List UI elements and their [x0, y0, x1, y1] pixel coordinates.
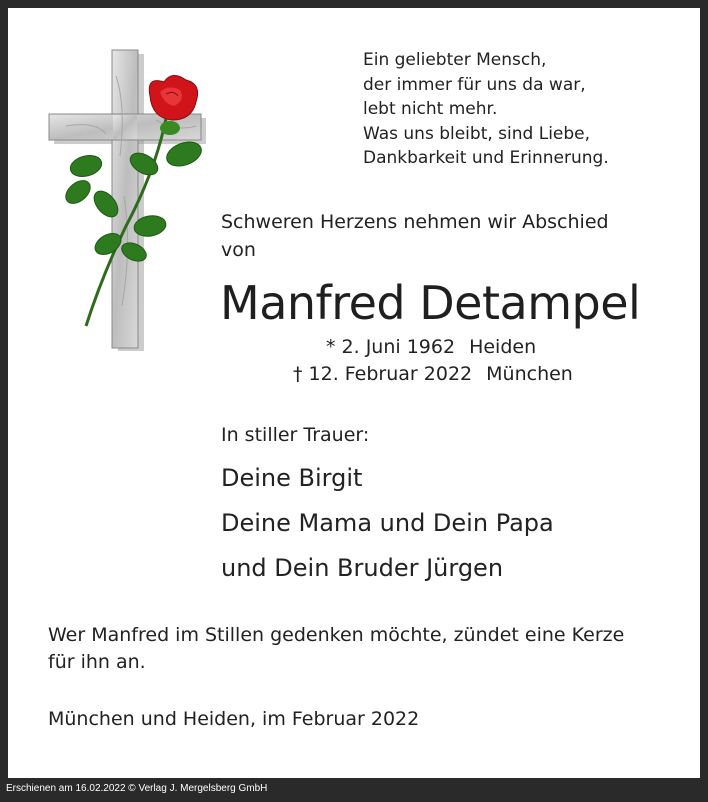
- death-date: † 12. Februar 2022: [293, 363, 473, 385]
- candle-note-line: Wer Manfred im Stillen gedenken möchte, zündet eine Kerze: [48, 624, 625, 646]
- poem-line: Dankbarkeit und Erinnerung.: [363, 148, 609, 168]
- birth-place: Heiden: [469, 336, 537, 358]
- obituary-card: [8, 8, 700, 778]
- birth-date: * 2. Juni 1962: [326, 336, 456, 358]
- birth-info: [326, 336, 536, 358]
- farewell-intro: [221, 208, 609, 264]
- deceased-name: Manfred Detampel: [220, 276, 641, 330]
- poem-line: lebt nicht mehr.: [363, 99, 498, 119]
- candle-note-line: für ihn an.: [48, 651, 146, 673]
- poem-line: Was uns bleibt, sind Liebe,: [363, 123, 591, 144]
- candle-note: [48, 622, 624, 676]
- intro-line: Schweren Herzens nehmen wir Abschied: [221, 211, 609, 233]
- death-info: [293, 363, 573, 385]
- publication-footer: Erschienen am 16.02.2022 © Verlag J. Mergelsberg GmbH: [6, 783, 268, 794]
- place-and-date: München und Heiden, im Februar 2022: [48, 708, 420, 730]
- cross-with-rose-icon: [46, 46, 206, 351]
- intro-line: von: [221, 239, 256, 261]
- poem-line: der immer für uns da war,: [363, 74, 586, 95]
- death-place: München: [486, 363, 573, 385]
- poem-line: Ein geliebter Mensch,: [363, 50, 547, 70]
- mourning-label: In stiller Trauer:: [221, 424, 370, 446]
- family-member: Deine Mama und Dein Papa: [221, 509, 554, 537]
- memorial-poem: [363, 48, 609, 171]
- family-member: Deine Birgit: [221, 464, 363, 492]
- family-member: und Dein Bruder Jürgen: [221, 554, 504, 582]
